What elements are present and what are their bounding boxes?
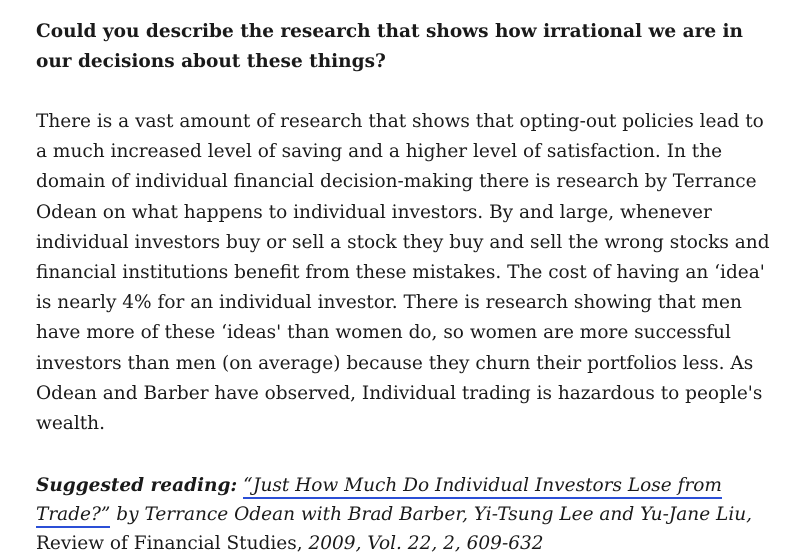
reading-journal: Review of Financial Studies, [36,533,303,555]
suggested-reading [36,471,780,558]
reading-authors: by Terrance Odean with Brad Barber, Yi-Tsung Lee and Yu-Jane Liu, [110,504,753,526]
article-link[interactable]: “Just How Much Do Individual Investors Lose from Trade?” [36,475,722,528]
suggested-reading-label: Suggested reading: [36,475,238,497]
reading-details: 2009, Vol. 22, 2, 609-632 [302,533,544,555]
interview-question: Could you describe the research that shows how irrational we are in our decisions about these things? [36,21,744,72]
interview-answer: There is a vast amount of research that shows that opting-out policies lead to a much increased level of saving and a higher level of satisfaction. In the domain of individual financial decision-making there is research by Terrance Odean on what happens to individual investors. By and large, whenever individual investors buy or sell a stock they buy and sell the wrong stocks and financial institutions benefit from these mistakes. The cost of having an ‘idea' is nearly 4% for an individual investor. There is research showing that men have more of these ‘ideas' than women do, so women are more successful investors than men (on average) because they churn their portfolios less. As Odean and Barber have observed, Individual trading is hazardous to people's wealth. [36,111,770,435]
article-content [36,17,780,558]
